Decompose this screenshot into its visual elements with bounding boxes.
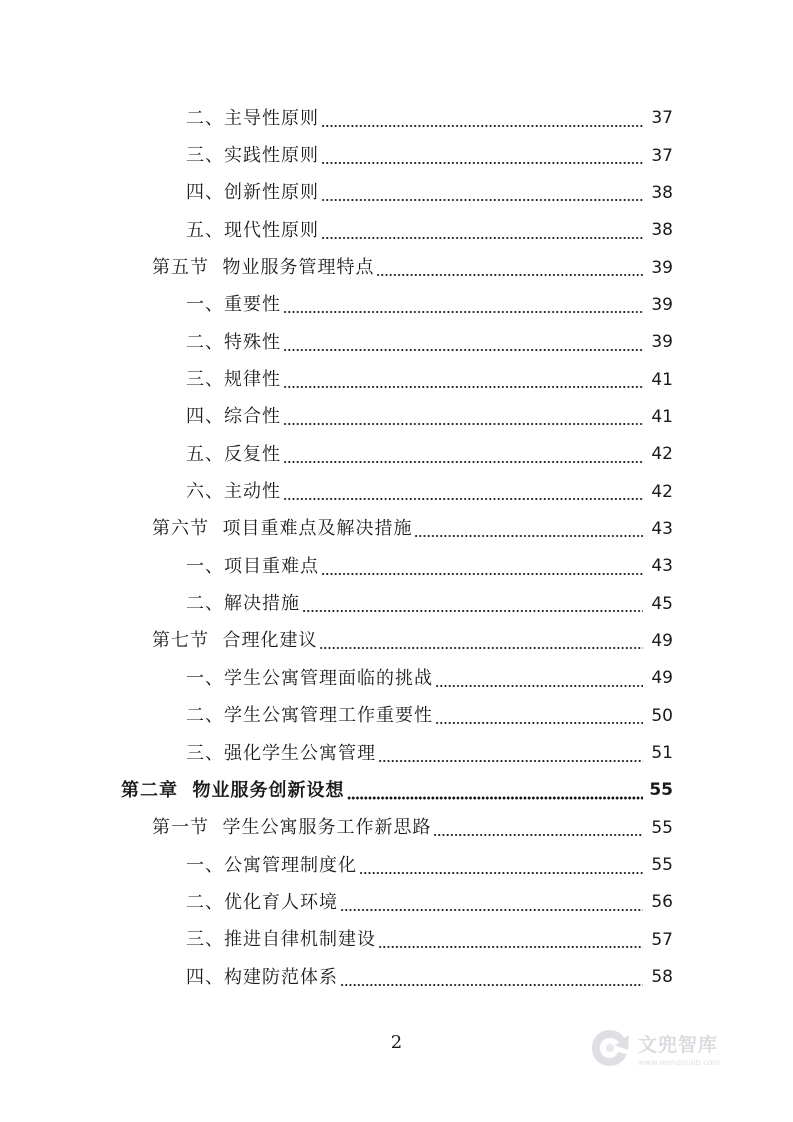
toc-entry-page: 49 xyxy=(651,668,673,689)
toc-entry[interactable] xyxy=(0,623,793,660)
dot-leader xyxy=(283,408,643,426)
toc-entry[interactable] xyxy=(0,698,793,735)
dot-leader xyxy=(378,931,643,949)
dot-leader xyxy=(321,184,643,202)
toc-entry-title: 四、综合性 xyxy=(186,406,281,428)
toc-entry[interactable] xyxy=(0,361,793,398)
toc-entry-page: 37 xyxy=(651,108,673,129)
toc-entry[interactable] xyxy=(0,473,793,510)
toc-entry-title: 四、创新性原则 xyxy=(186,182,319,204)
dot-leader xyxy=(283,296,643,314)
toc-entry-page: 38 xyxy=(651,182,673,203)
toc-entry-title: 六、主动性 xyxy=(186,481,281,503)
toc-entry[interactable] xyxy=(0,847,793,884)
dot-leader xyxy=(319,632,643,650)
toc-entry-title: 一、重要性 xyxy=(186,294,281,316)
toc-entry-page: 49 xyxy=(651,630,673,651)
toc-entry-page: 58 xyxy=(651,967,673,988)
toc-entry-title: 五、现代性原则 xyxy=(186,219,319,241)
toc-entry-title: 一、学生公寓管理面临的挑战 xyxy=(186,667,433,689)
dot-leader xyxy=(283,446,643,464)
toc-entry-title: 五、反复性 xyxy=(186,443,281,465)
dot-leader xyxy=(321,110,643,128)
dot-leader xyxy=(435,670,643,688)
dot-leader xyxy=(347,782,643,800)
toc-entry-page: 42 xyxy=(651,481,673,502)
watermark xyxy=(588,1020,758,1076)
toc-entry-page: 51 xyxy=(651,743,673,764)
toc-entry-page: 38 xyxy=(651,220,673,241)
dot-leader xyxy=(321,558,643,576)
toc-entry-page: 41 xyxy=(651,406,673,427)
toc-entry-title: 三、强化学生公寓管理 xyxy=(186,742,376,764)
toc-entry[interactable] xyxy=(0,212,793,249)
toc-entry[interactable] xyxy=(0,324,793,361)
watermark-logo-icon xyxy=(588,1026,632,1070)
toc-entry-title: 第一节 学生公寓服务工作新思路 xyxy=(152,817,432,839)
watermark-name: 文兜智库 xyxy=(638,1033,719,1056)
table-of-contents xyxy=(0,100,793,996)
toc-entry-title: 第二章 物业服务创新设想 xyxy=(121,779,345,801)
toc-entry-page: 55 xyxy=(651,855,673,876)
toc-entry-title: 三、推进自律机制建设 xyxy=(186,929,376,951)
toc-entry-page: 43 xyxy=(651,518,673,539)
toc-entry[interactable] xyxy=(0,922,793,959)
toc-entry[interactable] xyxy=(0,249,793,286)
toc-entry-title: 二、优化育人环境 xyxy=(186,891,338,913)
toc-entry-title: 一、公寓管理制度化 xyxy=(186,854,357,876)
toc-entry-page: 57 xyxy=(651,929,673,950)
toc-entry[interactable] xyxy=(0,810,793,847)
toc-entry-title: 四、构建防范体系 xyxy=(186,966,338,988)
toc-entry[interactable] xyxy=(0,436,793,473)
toc-entry[interactable] xyxy=(0,660,793,697)
toc-entry-title: 三、规律性 xyxy=(186,369,281,391)
dot-leader xyxy=(340,969,643,987)
dot-leader xyxy=(376,259,643,277)
toc-entry-page: 55 xyxy=(651,817,673,838)
toc-entry-title: 第五节 物业服务管理特点 xyxy=(152,257,375,279)
toc-entry[interactable] xyxy=(0,511,793,548)
toc-entry-page: 56 xyxy=(651,892,673,913)
dot-leader xyxy=(283,334,643,352)
toc-entry[interactable] xyxy=(0,548,793,585)
toc-entry-title: 二、学生公寓管理工作重要性 xyxy=(186,705,433,727)
dot-leader xyxy=(359,857,643,875)
toc-entry-page: 39 xyxy=(651,294,673,315)
dot-leader xyxy=(302,595,643,613)
dot-leader xyxy=(340,894,643,912)
toc-entry-title: 第六节 项目重难点及解决措施 xyxy=(152,518,413,540)
dot-leader xyxy=(433,819,643,837)
dot-leader xyxy=(435,707,643,725)
toc-entry[interactable] xyxy=(0,735,793,772)
toc-entry-page: 41 xyxy=(651,369,673,390)
toc-entry[interactable] xyxy=(0,137,793,174)
toc-entry-page: 50 xyxy=(651,705,673,726)
toc-entry-page: 39 xyxy=(651,332,673,353)
toc-entry-title: 第七节 合理化建议 xyxy=(152,630,318,652)
toc-entry[interactable] xyxy=(0,884,793,921)
toc-entry-title: 一、项目重难点 xyxy=(186,555,319,577)
toc-entry-page: 43 xyxy=(651,556,673,577)
toc-entry[interactable] xyxy=(0,772,793,809)
dot-leader xyxy=(378,745,643,763)
toc-entry-page: 42 xyxy=(651,444,673,465)
toc-entry-page: 39 xyxy=(651,257,673,278)
dot-leader xyxy=(283,483,643,501)
toc-entry[interactable] xyxy=(0,959,793,996)
toc-entry-title: 二、解决措施 xyxy=(186,593,300,615)
dot-leader xyxy=(283,371,643,389)
toc-entry-title: 二、主导性原则 xyxy=(186,107,319,129)
toc-entry-page: 55 xyxy=(649,780,673,801)
toc-entry-page: 45 xyxy=(651,593,673,614)
dot-leader xyxy=(321,222,643,240)
toc-entry-title: 三、实践性原则 xyxy=(186,145,319,167)
watermark-url: www.wendoulib.com xyxy=(638,1057,721,1067)
toc-entry[interactable] xyxy=(0,175,793,212)
dot-leader xyxy=(414,520,643,538)
toc-entry[interactable] xyxy=(0,585,793,622)
toc-entry[interactable] xyxy=(0,287,793,324)
dot-leader xyxy=(321,147,643,165)
page-number: 2 xyxy=(390,1032,403,1053)
toc-entry-title: 二、特殊性 xyxy=(186,331,281,353)
toc-entry-page: 37 xyxy=(651,145,673,166)
toc-entry[interactable] xyxy=(0,399,793,436)
toc-entry[interactable] xyxy=(0,100,793,137)
